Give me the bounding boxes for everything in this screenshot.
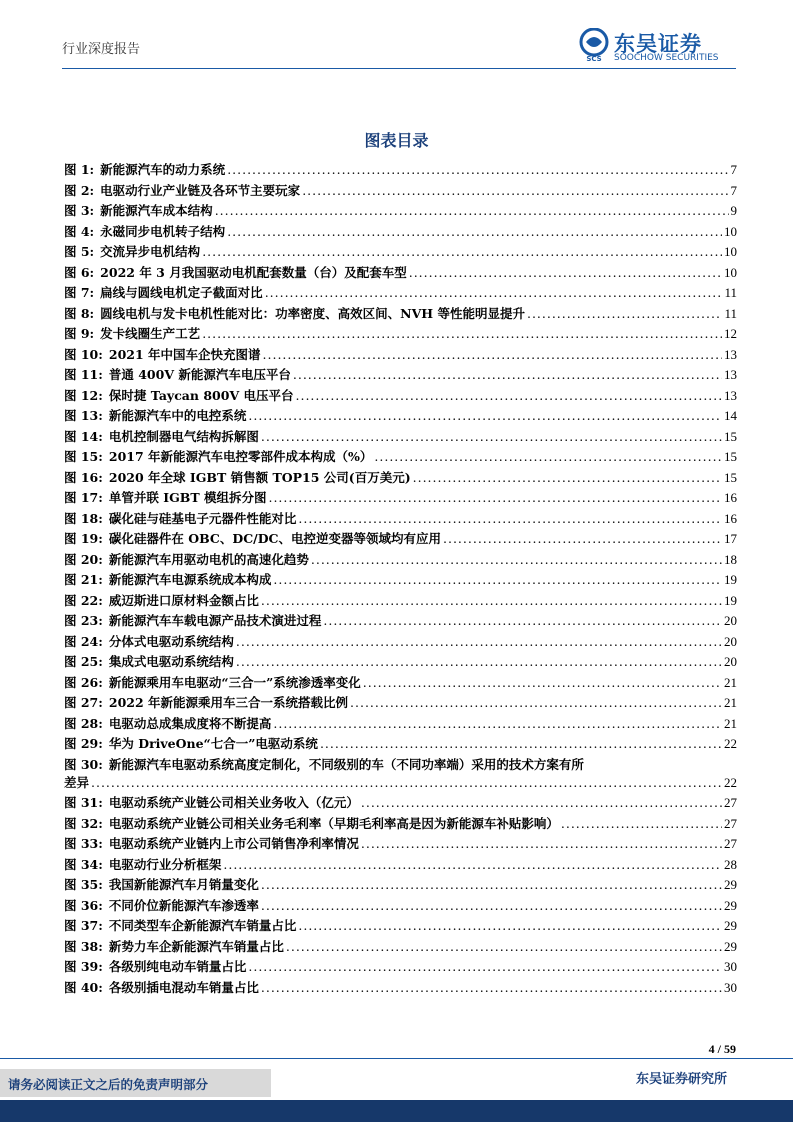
- footer-bar: [0, 1100, 793, 1122]
- toc-label: 图 6:: [64, 264, 95, 280]
- toc-entry[interactable]: [64, 304, 737, 325]
- toc-title: 新能源汽车的动力系统: [100, 162, 226, 177]
- toc-page: 21: [724, 695, 737, 710]
- toc-label: 图 1:: [64, 162, 95, 177]
- toc-page: 21: [724, 715, 737, 731]
- toc-title: 电驱动总成集成度将不断提高: [108, 715, 272, 731]
- toc-label: 图 29:: [64, 736, 103, 751]
- toc-title: 电驱动行业分析框架: [108, 856, 222, 872]
- toc-title: 我国新能源汽车月销量变化: [108, 877, 259, 892]
- toc-title: 单管并联 IGBT 模组拆分图: [108, 490, 267, 505]
- toc-page: 30: [724, 979, 737, 995]
- toc-entry[interactable]: [64, 222, 737, 243]
- toc-title: 碳化硅与硅基电子元器件性能对比: [108, 510, 297, 526]
- toc-label: 图 25:: [64, 654, 103, 669]
- toc-title-continued: 差异: [64, 774, 90, 790]
- toc-entry[interactable]: [64, 793, 737, 814]
- toc-title: 华为 DriveOne“七合一”电驱动系统: [108, 736, 318, 751]
- toc-entry[interactable]: [64, 201, 737, 222]
- toc-title: 2022 年新能源乘用车三合一系统搭载比例: [108, 695, 349, 710]
- toc-label: 图 18:: [64, 510, 103, 526]
- toc-leader: [215, 201, 729, 222]
- logo-chinese-name: 东吴证券: [614, 32, 702, 56]
- toc-leader: [227, 160, 728, 181]
- figure-list: [64, 160, 737, 998]
- toc-entry[interactable]: [64, 814, 737, 835]
- toc-leader: [261, 875, 722, 896]
- page-number: 4 / 59: [708, 1042, 736, 1056]
- toc-leader: [236, 632, 722, 653]
- toc-entry-continuation[interactable]: [64, 773, 737, 794]
- toc-label: 图 5:: [64, 244, 95, 259]
- toc-label: 图 38:: [64, 938, 103, 954]
- toc-page: 7: [730, 162, 737, 177]
- toc-title: 2021 年中国车企快充图谱: [108, 346, 261, 362]
- toc-title: 新能源汽车用驱动电机的高速化趋势: [108, 551, 309, 567]
- toc-leader: [273, 570, 722, 591]
- toc-leader: [409, 263, 722, 284]
- toc-label: 图 17:: [64, 490, 103, 505]
- toc-title: 新能源汽车电源系统成本构成: [108, 572, 272, 587]
- toc-entry[interactable]: [64, 714, 737, 735]
- toc-label: 图 20:: [64, 551, 103, 567]
- toc-label: 图 40:: [64, 979, 103, 995]
- toc-entry[interactable]: [64, 181, 737, 202]
- toc-title: 新能源汽车中的电控系统: [108, 408, 247, 423]
- toc-leader: [443, 529, 722, 550]
- toc-page: 22: [724, 774, 737, 790]
- toc-label: 图 22:: [64, 592, 103, 608]
- toc-page: 19: [724, 592, 737, 608]
- toc-label: 图 35:: [64, 877, 103, 892]
- toc-label: 图 27:: [64, 695, 103, 710]
- toc-title: 不同类型车企新能源汽车销量占比: [108, 918, 297, 933]
- toc-title: 永磁同步电机转子结构: [100, 223, 226, 239]
- toc-leader: [363, 673, 722, 694]
- toc-leader: [236, 652, 722, 673]
- toc-label: 图 31:: [64, 795, 103, 810]
- toc-entry[interactable]: [64, 283, 737, 304]
- toc-entry[interactable]: [64, 652, 737, 673]
- toc-leader: [561, 814, 722, 835]
- toc-page: 27: [724, 836, 737, 851]
- toc-label: 图 34:: [64, 856, 103, 872]
- toc-leader: [286, 937, 722, 958]
- toc-page: 29: [724, 918, 737, 933]
- toc-leader: [374, 447, 722, 468]
- toc-page: 15: [724, 469, 737, 485]
- toc-title: 2017 年新能源汽车电控零部件成本构成（%）: [108, 449, 373, 464]
- toc-title: 电机控制器电气结构拆解图: [108, 428, 259, 444]
- toc-page: 22: [724, 736, 737, 751]
- toc-leader: [298, 509, 722, 530]
- toc-page: 27: [724, 795, 737, 810]
- toc-leader: [263, 345, 722, 366]
- toc-label: 图 30:: [64, 756, 103, 772]
- toc-label: 图 28:: [64, 715, 103, 731]
- toc-leader: [227, 222, 722, 243]
- toc-leader: [302, 181, 728, 202]
- footer-divider: [0, 1058, 793, 1059]
- toc-page: 15: [724, 428, 737, 444]
- toc-leader: [248, 406, 722, 427]
- toc-entry[interactable]: [64, 427, 737, 448]
- page-title: 图表目录: [364, 131, 429, 150]
- toc-title: 新能源汽车电驱动系统高度定制化，不同级别的车（不同功率端）采用的技术方案有所: [108, 756, 584, 772]
- toc-title: 圆线电机与发卡电机性能对比：功率密度、高效区间、NVH 等性能明显提升: [100, 305, 525, 321]
- toc-leader: [311, 550, 722, 571]
- toc-title: 各级别纯电动车销量占比: [108, 959, 247, 974]
- toc-title: 新能源乘用车电驱动“三合一”系统渗透率变化: [108, 674, 361, 690]
- toc-label: 图 12:: [64, 387, 103, 403]
- toc-leader: [261, 896, 722, 917]
- toc-label: 图 39:: [64, 959, 103, 974]
- toc-entry[interactable]: [64, 937, 737, 958]
- toc-leader: [91, 773, 722, 794]
- disclaimer-text: 请务必阅读正文之后的免责声明部分: [8, 1077, 209, 1092]
- toc-leader: [361, 793, 722, 814]
- toc-label: 图 11:: [64, 367, 103, 382]
- toc-entry[interactable]: [64, 550, 737, 571]
- toc-leader: [298, 916, 722, 937]
- toc-entry[interactable]: [64, 855, 737, 876]
- toc-leader: [323, 611, 722, 632]
- company-logo: [578, 28, 738, 66]
- toc-page: 13: [724, 367, 737, 382]
- toc-title: 普通 400V 新能源汽车电压平台: [108, 367, 291, 382]
- toc-page: 10: [724, 223, 737, 239]
- toc-page: 16: [724, 510, 737, 526]
- toc-title: 威迈斯进口原材料金额占比: [108, 592, 259, 608]
- toc-leader: [296, 386, 723, 407]
- toc-entry[interactable]: [64, 263, 737, 284]
- toc-title: 碳化硅器件在 OBC、DC/DC、电控逆变器等领域均有应用: [108, 531, 442, 546]
- toc-title: 发卡线圈生产工艺: [100, 326, 201, 341]
- toc-title: 保时捷 Taycan 800V 电压平台: [108, 387, 294, 403]
- toc-page: 21: [724, 674, 737, 690]
- toc-entry[interactable]: [64, 693, 737, 714]
- toc-label: 图 10:: [64, 346, 103, 362]
- toc-entry[interactable]: [64, 875, 737, 896]
- toc-label: 图 37:: [64, 918, 103, 933]
- toc-leader: [361, 834, 722, 855]
- toc-entry[interactable]: [64, 673, 737, 694]
- toc-page: 27: [724, 815, 737, 831]
- toc-label: 图 2:: [64, 182, 95, 198]
- toc-label: 图 14:: [64, 428, 103, 444]
- toc-leader: [293, 365, 722, 386]
- toc-page: 19: [724, 572, 737, 587]
- toc-entry[interactable]: [64, 509, 737, 530]
- toc-entry[interactable]: [64, 591, 737, 612]
- toc-page: 9: [730, 203, 737, 218]
- toc-entry[interactable]: [64, 834, 737, 855]
- toc-page: 29: [724, 877, 737, 892]
- toc-label: 图 24:: [64, 633, 103, 649]
- toc-page: 18: [724, 551, 737, 567]
- toc-title: 各级别插电混动车销量占比: [108, 979, 259, 995]
- toc-page: 10: [724, 244, 737, 259]
- toc-page: 13: [724, 346, 737, 362]
- toc-page: 15: [724, 449, 737, 464]
- toc-title: 新势力车企新能源汽车销量占比: [108, 938, 284, 954]
- toc-leader: [268, 488, 722, 509]
- toc-entry[interactable]: [64, 345, 737, 366]
- toc-label: 图 26:: [64, 674, 103, 690]
- toc-page: 10: [724, 264, 737, 280]
- toc-label: 图 4:: [64, 223, 95, 239]
- toc-leader: [223, 855, 722, 876]
- toc-label: 图 36:: [64, 897, 103, 913]
- toc-entry[interactable]: [64, 529, 737, 550]
- toc-entry[interactable]: [64, 978, 737, 999]
- toc-label: 图 9:: [64, 326, 95, 341]
- toc-leader: [202, 324, 722, 345]
- toc-page: 14: [724, 408, 737, 423]
- toc-leader: [527, 304, 723, 325]
- toc-title: 新能源汽车成本结构: [100, 203, 213, 218]
- toc-title: 交流异步电机结构: [100, 244, 201, 259]
- toc-page: 29: [724, 938, 737, 954]
- toc-entry[interactable]: [64, 386, 737, 407]
- toc-label: 图 7:: [64, 285, 95, 300]
- toc-leader: [265, 283, 723, 304]
- toc-leader: [202, 242, 722, 263]
- toc-title: 集成式电驱动系统结构: [108, 654, 234, 669]
- toc-page: 12: [724, 326, 737, 341]
- toc-leader: [350, 693, 722, 714]
- toc-entry[interactable]: [64, 632, 737, 653]
- toc-title: 分体式电驱动系统结构: [108, 633, 234, 649]
- toc-title: 电驱动行业产业链及各环节主要玩家: [100, 182, 301, 198]
- logo-mark-text: SCS: [586, 55, 602, 62]
- toc-label: 图 15:: [64, 449, 103, 464]
- toc-title: 扁线与圆线电机定子截面对比: [100, 285, 263, 300]
- toc-leader: [413, 468, 722, 489]
- toc-label: 图 13:: [64, 408, 103, 423]
- toc-page: 29: [724, 897, 737, 913]
- toc-leader: [320, 734, 722, 755]
- toc-title: 新能源汽车车载电源产品技术演进过程: [108, 613, 322, 628]
- toc-entry[interactable]: [64, 242, 737, 263]
- toc-leader: [248, 957, 722, 978]
- toc-entry[interactable]: [64, 406, 737, 427]
- toc-label: 图 23:: [64, 613, 103, 628]
- toc-entry[interactable]: [64, 570, 737, 591]
- toc-page: 13: [724, 387, 737, 403]
- toc-page: 28: [724, 856, 737, 872]
- toc-entry[interactable]: [64, 916, 737, 937]
- toc-title: 电驱动系统产业链内上市公司销售净利率情况: [108, 836, 359, 851]
- toc-entry[interactable]: [64, 488, 737, 509]
- toc-page: 20: [724, 633, 737, 649]
- toc-entry[interactable]: [64, 365, 737, 386]
- toc-entry[interactable]: [64, 734, 737, 755]
- toc-leader: [261, 591, 722, 612]
- report-category: 行业深度报告: [62, 42, 141, 57]
- toc-leader: [261, 978, 722, 999]
- toc-title: 2020 年全球 IGBT 销售额 TOP15 公司(百万美元): [108, 469, 411, 485]
- toc-title: 电驱动系统产业链公司相关业务毛利率（早期毛利率高是因为新能源车补贴影响）: [108, 815, 559, 831]
- toc-entry[interactable]: [64, 447, 737, 468]
- toc-page: 11: [724, 305, 737, 321]
- toc-entry[interactable]: [64, 324, 737, 345]
- toc-page: 16: [724, 490, 737, 505]
- toc-page: 11: [724, 285, 737, 300]
- toc-page: 20: [724, 613, 737, 628]
- toc-entry[interactable]: [64, 755, 737, 773]
- toc-label: 图 3:: [64, 203, 95, 218]
- toc-entry[interactable]: [64, 160, 737, 181]
- toc-entry[interactable]: [64, 957, 737, 978]
- toc-page: 20: [724, 654, 737, 669]
- toc-label: 图 16:: [64, 469, 103, 485]
- toc-leader: [261, 427, 722, 448]
- institute-name: 东吴证券研究所: [635, 1072, 727, 1087]
- scs-emblem-icon: [578, 28, 610, 62]
- logo-english-name: SOOCHOW SECURITIES: [614, 53, 719, 63]
- toc-label: 图 19:: [64, 531, 103, 546]
- toc-title: 不同价位新能源汽车渗透率: [108, 897, 259, 913]
- toc-leader: [273, 714, 722, 735]
- toc-title: 电驱动系统产业链公司相关业务收入（亿元）: [108, 795, 359, 810]
- toc-page: 30: [724, 959, 737, 974]
- toc-label: 图 32:: [64, 815, 103, 831]
- toc-entry[interactable]: [64, 611, 737, 632]
- toc-page: 7: [730, 182, 737, 198]
- toc-title: 2022 年 3 月我国驱动电机配套数量（台）及配套车型: [100, 264, 407, 280]
- toc-label: 图 21:: [64, 572, 103, 587]
- toc-page: 17: [724, 531, 737, 546]
- toc-entry[interactable]: [64, 468, 737, 489]
- toc-label: 图 8:: [64, 305, 95, 321]
- header-divider: [62, 68, 736, 69]
- toc-entry[interactable]: [64, 896, 737, 917]
- toc-label: 图 33:: [64, 836, 103, 851]
